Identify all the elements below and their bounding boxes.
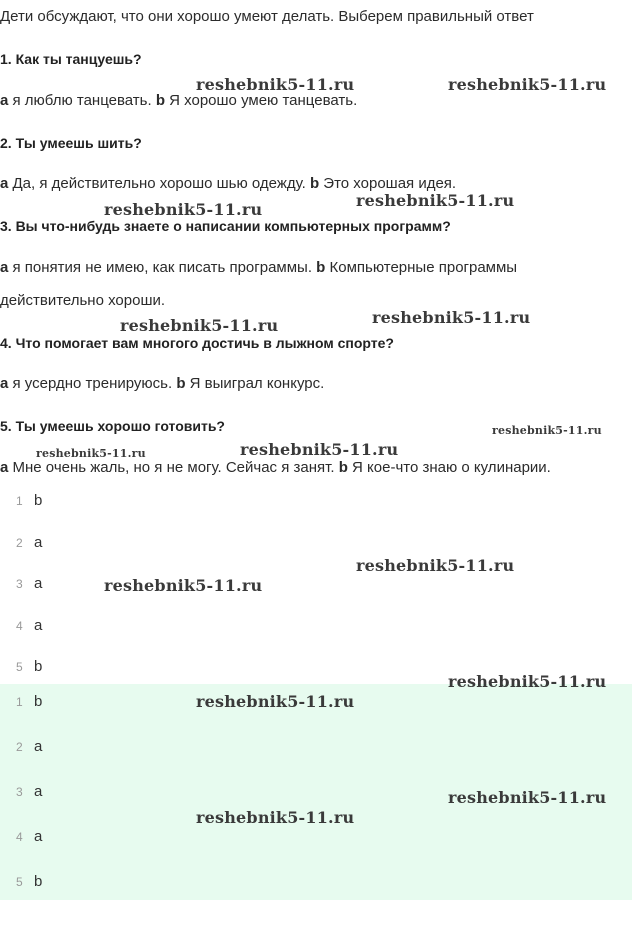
answer-value: a <box>34 534 43 551</box>
question-5: 5. Ты умеешь хорошо готовить? <box>0 418 225 434</box>
option-b-text: Я хорошо умею танцевать. <box>165 92 358 109</box>
watermark: reshebnik5-11.ru <box>104 200 263 219</box>
option-a-label: a <box>0 92 9 109</box>
option-a-label: a <box>0 259 9 276</box>
answer-value: a <box>34 783 43 800</box>
option-b-label: b <box>309 175 320 192</box>
answer-number: 2 <box>16 536 23 550</box>
option-a-label: a <box>0 375 9 392</box>
watermark: reshebnik5-11.ru <box>492 424 602 437</box>
question-2: 2. Ты умеешь шить? <box>0 135 142 151</box>
answer-number: 4 <box>16 619 23 633</box>
option-b-label: b <box>338 459 348 476</box>
question-1: 1. Как ты танцуешь? <box>0 51 142 67</box>
watermark: reshebnik5-11.ru <box>120 316 279 335</box>
option-a-text: Мне очень жаль, но я не могу. Сейчас я занят. <box>8 459 339 476</box>
answer-number: 1 <box>16 494 23 508</box>
watermark: reshebnik5-11.ru <box>356 556 515 575</box>
answer-number: 4 <box>16 830 23 844</box>
watermark: reshebnik5-11.ru <box>104 576 263 595</box>
answer-number: 3 <box>16 785 23 799</box>
watermark: reshebnik5-11.ru <box>240 440 399 459</box>
option-a-text: Да, я действительно хорошо шью одежду. <box>8 175 310 192</box>
answer-number: 3 <box>16 577 23 591</box>
option-b-label: b <box>316 259 326 276</box>
watermark: reshebnik5-11.ru <box>36 447 146 460</box>
answer-number: 5 <box>16 875 23 889</box>
option-a-text: я люблю танцевать. <box>8 92 156 109</box>
question-4: 4. Что помогает вам многого достичь в лыжном спорте? <box>0 335 394 351</box>
watermark: reshebnik5-11.ru <box>448 75 607 94</box>
watermark: reshebnik5-11.ru <box>356 191 515 210</box>
answer-number: 2 <box>16 740 23 754</box>
options-3-continued: действительно хороши. <box>0 292 166 309</box>
watermark: reshebnik5-11.ru <box>196 692 355 711</box>
option-b-label: b <box>176 375 186 392</box>
watermark: reshebnik5-11.ru <box>196 808 355 827</box>
option-a-label: a <box>0 175 9 192</box>
option-b-text: Компьютерные программы <box>325 259 518 276</box>
option-a-label: a <box>0 459 9 476</box>
options-3 <box>0 258 517 278</box>
option-b-text: Я кое-что знаю о кулинарии. <box>347 459 551 476</box>
answer-number: 5 <box>16 660 23 674</box>
instruction-text: Дети обсуждают, что они хорошо умеют делать. Выберем правильный ответ <box>0 8 534 25</box>
answer-value: a <box>34 828 43 845</box>
answer-value: b <box>34 658 43 675</box>
options-4 <box>0 374 324 394</box>
watermark: reshebnik5-11.ru <box>372 308 531 327</box>
question-3: 3. Вы что-нибудь знаете о написании компьютерных программ? <box>0 218 451 234</box>
option-a-text: я понятия не имею, как писать программы. <box>8 259 317 276</box>
answer-number: 1 <box>16 695 23 709</box>
answer-value: b <box>34 693 43 710</box>
option-b-label: b <box>155 92 165 109</box>
option-a-text: я усердно тренируюсь. <box>8 375 177 392</box>
options-5 <box>0 458 551 478</box>
answer-value: b <box>34 492 43 509</box>
option-b-text: Это хорошая идея. <box>319 175 457 192</box>
answer-value: a <box>34 617 43 634</box>
watermark: reshebnik5-11.ru <box>196 75 355 94</box>
watermark: reshebnik5-11.ru <box>448 788 607 807</box>
options-1 <box>0 91 357 111</box>
answer-value: b <box>34 873 43 890</box>
answer-value: a <box>34 738 43 755</box>
watermark: reshebnik5-11.ru <box>448 672 607 691</box>
option-b-text: Я выиграл конкурс. <box>185 375 325 392</box>
answer-value: a <box>34 575 43 592</box>
